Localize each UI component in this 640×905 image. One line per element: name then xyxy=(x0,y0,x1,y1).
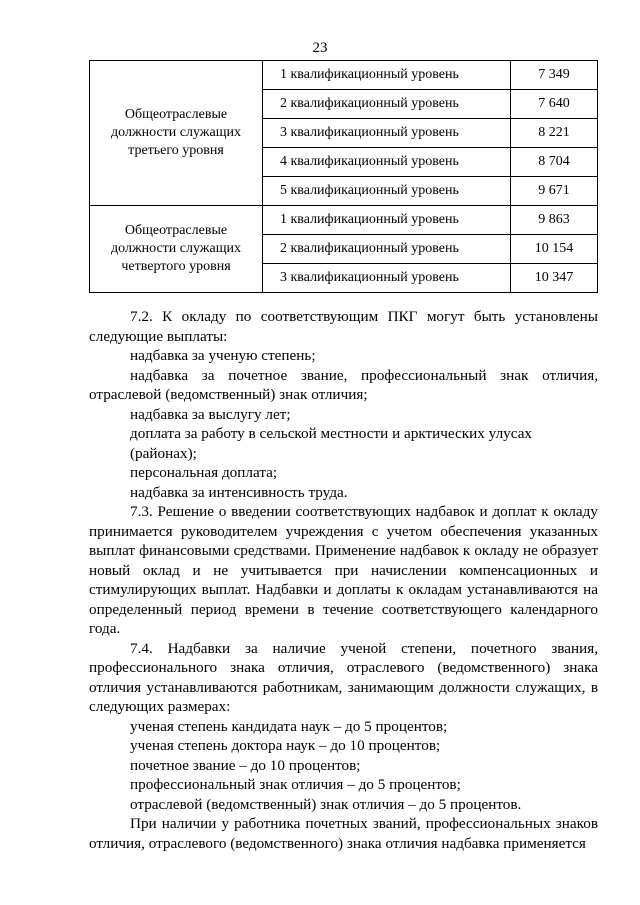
level-cell: 1 квалификационный уровень xyxy=(263,61,511,90)
level-cell: 5 квалификационный уровень xyxy=(263,177,511,206)
list-item: надбавка за почетное звание, профессиональный знак отличия, отраслевой (ведомственный) знак отличия; xyxy=(89,366,598,403)
paragraph-7-2: 7.2. К окладу по соответствующим ПКГ могут быть установлены следующие выплаты: xyxy=(89,308,598,345)
amount-cell: 10 347 xyxy=(511,264,598,293)
amount-cell: 7 349 xyxy=(511,61,598,90)
group-name-cell: Общеотраслевые должности служащих четвертого уровня xyxy=(90,206,263,293)
level-cell: 3 квалификационный уровень xyxy=(263,119,511,148)
document-body xyxy=(89,307,598,853)
level-cell: 4 квалификационный уровень xyxy=(263,148,511,177)
amount-cell: 9 671 xyxy=(511,177,598,206)
list-item: надбавка за интенсивность труда. xyxy=(130,483,348,501)
group-name-cell: Общеотраслевые должности служащих третьего уровня xyxy=(90,61,263,206)
level-cell: 3 квалификационный уровень xyxy=(263,264,511,293)
amount-cell: 8 221 xyxy=(511,119,598,148)
level-cell: 1 квалификационный уровень xyxy=(263,206,511,235)
list-item: доплата за работу в сельской местности и арктических улусах (районах); xyxy=(130,425,533,462)
paragraph-7-3: 7.3. Решение о введении соответствующих надбавок и доплат к окладу принимается руководителем учреждения с учетом обеспечения указанных выплат финансовыми средствами. Применение надбавок к окладу не образует новый оклад и не учитывается при начислении компенсационных и стимулирующих выплат. Надбавки и доплаты к окладам устанавливаются на определенный период времени в течение соответствующего календарного года. xyxy=(89,503,598,637)
list-item: почетное звание – до 10 процентов; xyxy=(130,756,361,774)
list-item: ученая степень доктора наук – до 10 процентов; xyxy=(130,737,441,754)
paragraph-7-4: 7.4. Надбавки за наличие ученой степени, почетного звания, профессионального знака отличия, отраслевого (ведомственного) знака отличия устанавливаются работникам, занимающим должности служащих, в следующих размерах: xyxy=(89,639,598,715)
amount-cell: 7 640 xyxy=(511,90,598,119)
amount-cell: 8 704 xyxy=(511,148,598,177)
amount-cell: 9 863 xyxy=(511,206,598,235)
list-item: профессиональный знак отличия – до 5 процентов; xyxy=(130,776,461,793)
salary-table xyxy=(89,60,598,293)
table-row xyxy=(90,206,598,235)
list-item: надбавка за ученую степень; xyxy=(130,347,316,364)
list-item: отраслевой (ведомственный) знак отличия – до 5 процентов. xyxy=(130,795,522,813)
level-cell: 2 квалификационный уровень xyxy=(263,90,511,119)
paragraph-continuation: При наличии у работника почетных званий, профессиональных знаков отличия, отраслевого (ведомственного) знака отличия надбавка применяется xyxy=(89,815,598,852)
list-item: персональная доплата; xyxy=(130,464,278,481)
page-number: 23 xyxy=(312,40,328,56)
list-item: надбавка за выслугу лет; xyxy=(130,405,291,423)
list-item: ученая степень кандидата наук – до 5 процентов; xyxy=(130,717,448,735)
amount-cell: 10 154 xyxy=(511,235,598,264)
table-row xyxy=(90,61,598,90)
level-cell: 2 квалификационный уровень xyxy=(263,235,511,264)
